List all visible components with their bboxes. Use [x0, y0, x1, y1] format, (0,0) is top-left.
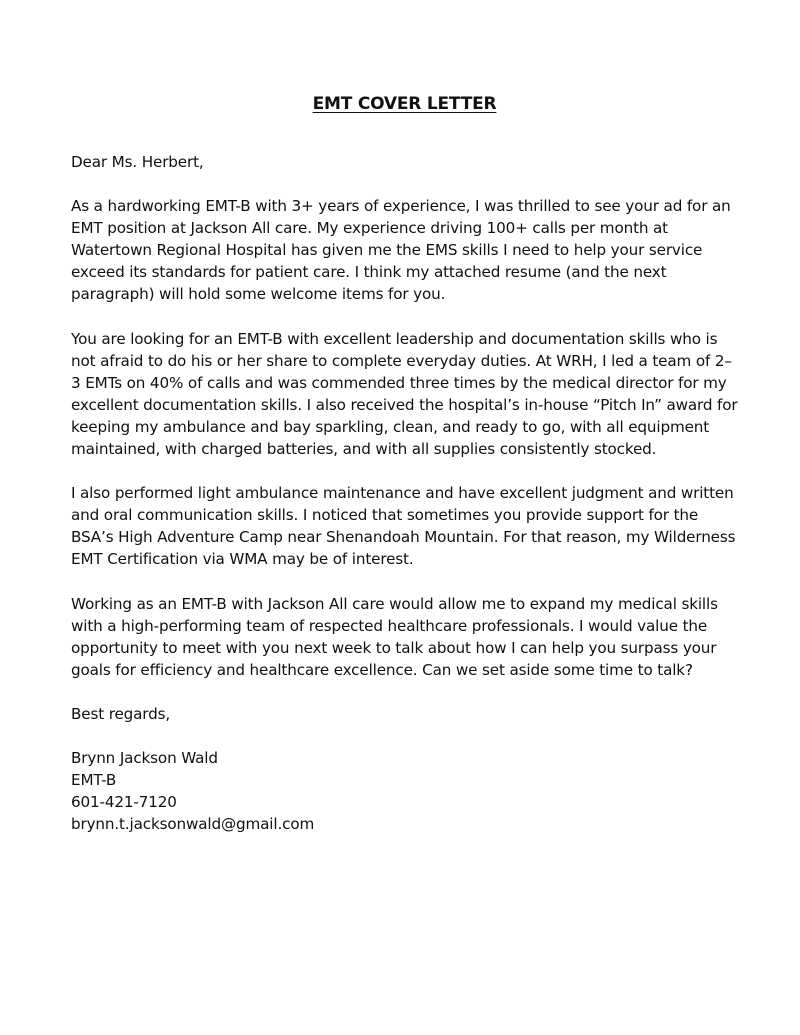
paragraph-intro: As a hardworking EMT-B with 3+ years of experience, I was thrilled to see your ad for an EMT position at Jackson All care. My experience driving 100+ calls per month at Watertown Regional Hospital has given me the EMS skills I need to help your service exceed its standards for patient care. I think my attached resume (and the next paragraph) will hold some welcome items for you. [71, 197, 731, 304]
salutation: Dear Ms. Herbert, [71, 153, 204, 171]
signature-block [71, 747, 738, 835]
signature-phone: 601-421-7120 [71, 793, 177, 812]
closing-line: Best regards, [71, 704, 171, 723]
paragraph-experience: You are looking for an EMT-B with excellent leadership and documentation skills who is not afraid to do his or her share to complete everyday duties. At WRH, I led a team of 2–3 EMTs on 40% of calls and was commended three times by the medical director for my excellent documentation skills. I also received the hospital’s in-house “Pitch In” award for keeping my ambulance and bay sparkling, clean, and ready to go, with all equipment maintained, with charged batteries, and with all supplies consistently stocked. [71, 329, 738, 459]
signature-name: Brynn Jackson Wald [71, 748, 218, 767]
signature-credential: EMT-B [71, 771, 117, 790]
signature-email: brynn.t.jacksonwald@gmail.com [71, 815, 315, 834]
paragraph-skills: I also performed light ambulance maintenance and have excellent judgment and written and oral communication skills. I noticed that sometimes you provide support for the BSA’s High Adventure Camp near Shenandoah Mountain. For that reason, my Wilderness EMT Certification via WMA may be of interest. [71, 484, 736, 569]
paragraph-closing-request: Working as an EMT-B with Jackson All care would allow me to expand my medical skills with a high-performing team of respected healthcare professionals. I would value the opportunity to meet with you next week to talk about how I can help you surpass your goals for efficiency and healthcare excellence. Can we set aside some time to talk? [71, 594, 718, 679]
document-title: EMT COVER LETTER [312, 94, 497, 114]
